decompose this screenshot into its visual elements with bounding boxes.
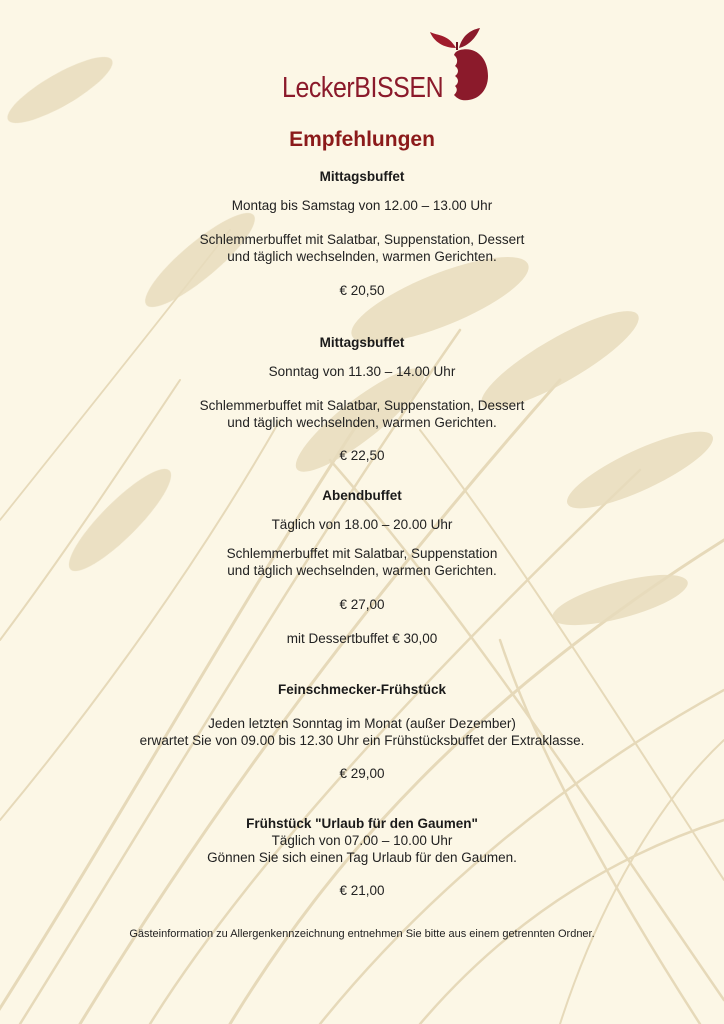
section-price: € 21,00 bbox=[339, 883, 385, 898]
section-heading: Mittagsbuffet bbox=[319, 169, 405, 184]
description-line: Schlemmerbuffet mit Salatbar, Suppenstation bbox=[226, 546, 498, 561]
description-line: Jeden letzten Sonntag im Monat (außer Dezember) bbox=[208, 716, 516, 731]
description-line: und täglich wechselnden, warmen Gerichten. bbox=[227, 249, 497, 264]
section-description bbox=[0, 231, 724, 265]
section-price: € 29,00 bbox=[339, 766, 385, 781]
section-description: Gönnen Sie sich einen Tag Urlaub für den Gaumen. bbox=[207, 850, 517, 865]
description-line: Schlemmerbuffet mit Salatbar, Suppenstation, Dessert bbox=[199, 398, 525, 413]
apple-icon bbox=[426, 24, 490, 104]
section-time: Montag bis Samstag von 12.00 – 13.00 Uhr bbox=[231, 198, 493, 213]
section-description bbox=[0, 545, 724, 579]
section-heading: Abendbuffet bbox=[322, 488, 402, 503]
brand-logo bbox=[278, 24, 493, 104]
section-description bbox=[0, 715, 724, 749]
page-title: Empfehlungen bbox=[289, 128, 435, 151]
logo-wordmark: LeckerBISSEN bbox=[282, 72, 444, 104]
section-time: Täglich von 07.00 – 10.00 Uhr bbox=[271, 833, 453, 848]
section-time: Täglich von 18.00 – 20.00 Uhr bbox=[271, 517, 453, 532]
section-price: € 22,50 bbox=[339, 448, 385, 463]
section-price: € 27,00 bbox=[339, 597, 385, 612]
description-line: und täglich wechselnden, warmen Gerichten. bbox=[227, 563, 497, 578]
description-line: und täglich wechselnden, warmen Gerichten. bbox=[227, 415, 497, 430]
section-price: € 20,50 bbox=[339, 283, 385, 298]
description-line: Schlemmerbuffet mit Salatbar, Suppenstation, Dessert bbox=[199, 232, 525, 247]
description-line: erwartet Sie von 09.00 bis 12.30 Uhr ein Frühstücksbuffet der Extraklasse. bbox=[139, 733, 585, 748]
section-heading: Frühstück "Urlaub für den Gaumen" bbox=[246, 816, 478, 831]
section-time: Sonntag von 11.30 – 14.00 Uhr bbox=[268, 364, 456, 379]
section-heading: Feinschmecker-Frühstück bbox=[277, 682, 447, 697]
allergen-footer-note: Gästeinformation zu Allergenkennzeichnung entnehmen Sie bitte aus einem getrennten Ordner. bbox=[129, 928, 595, 940]
section-heading: Mittagsbuffet bbox=[319, 335, 405, 350]
section-description bbox=[0, 397, 724, 431]
section-extra-price: mit Dessertbuffet € 30,00 bbox=[286, 631, 438, 646]
